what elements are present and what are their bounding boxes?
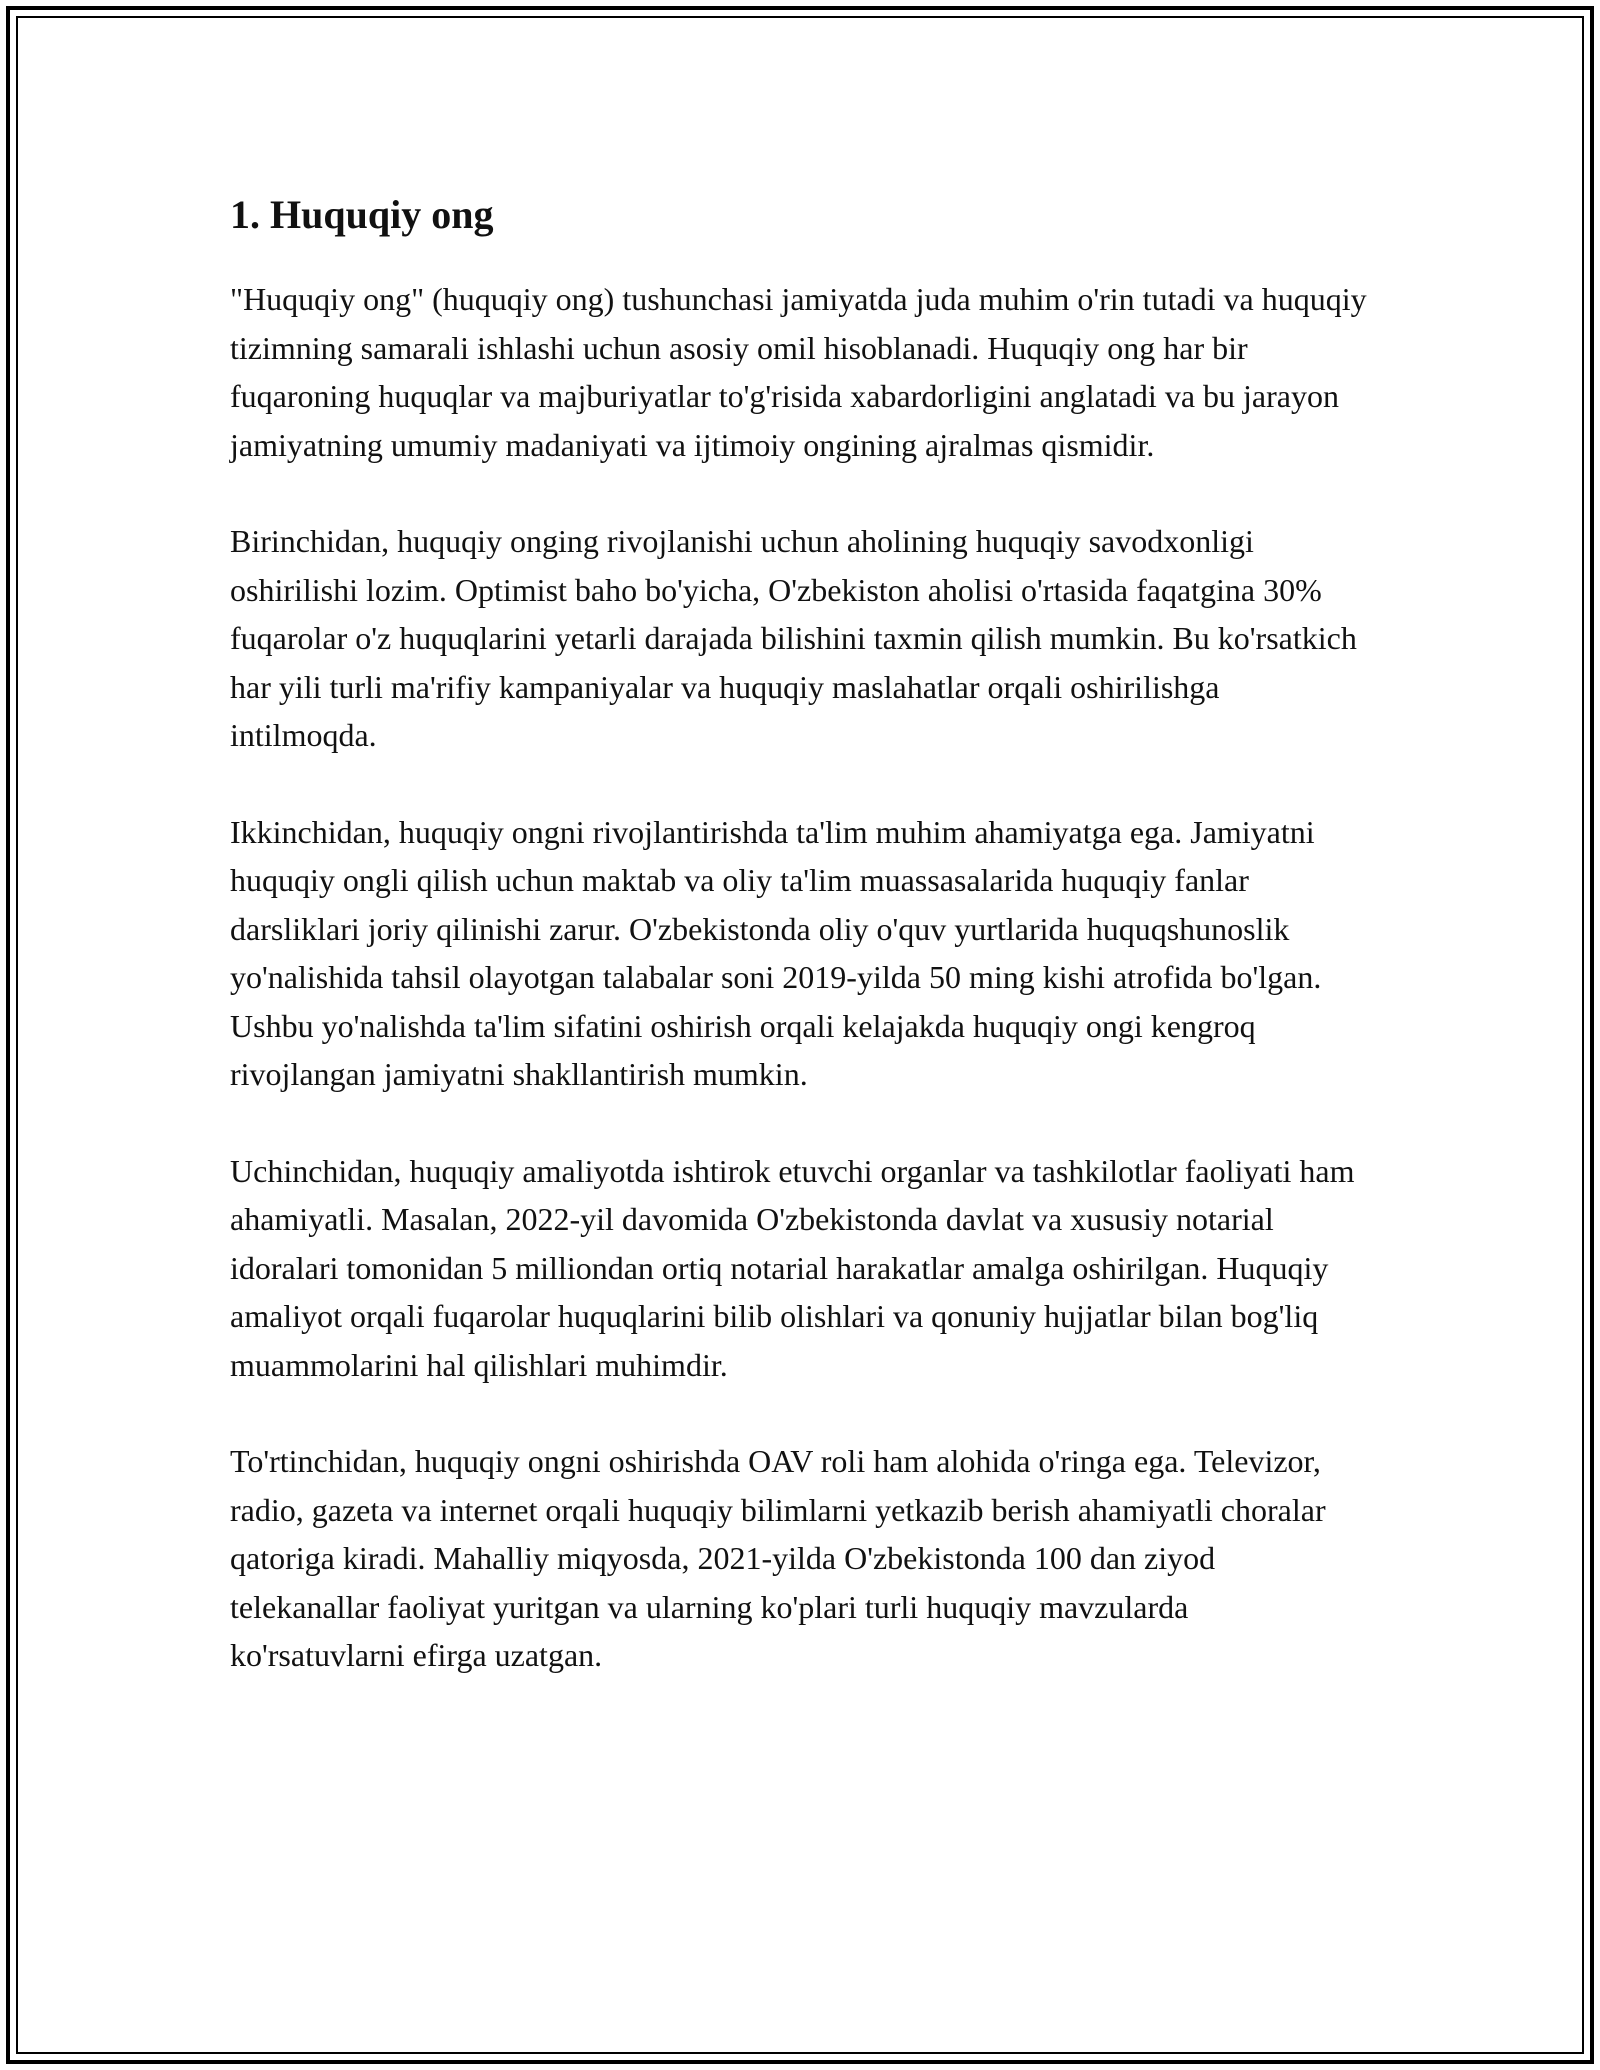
- paragraph-intro: "Huquqiy ong" (huquqiy ong) tushunchasi jamiyatda juda muhim o'rin tutadi va huquqiy tizimning samarali ishlashi uchun asosiy omil hisoblanadi. Huquqiy ong har bir fuqaroning huquqlar va majburiyatlar to'g'risida xabardorligini anglatadi va bu jarayon jamiyatning umumiy madaniyati va ijtimoiy ongining ajralmas qismidir.: [230, 281, 1367, 463]
- paragraph-first-point: Birinchidan, huquqiy onging rivojlanishi uchun aholining huquqiy savodxonligi oshirilishi lozim. Optimist baho bo'yicha, O'zbekiston aholisi o'rtasida faqatgina 30% fuqarolar o'z huquqlarini yetarli darajada bilishini taxmin qilish mumkin. Bu ko'rsatkich har yili turli ma'rifiy kampaniyalar va huquqiy maslahatlar orqali oshirilishga intilmoqda.: [230, 523, 1357, 753]
- section-heading: 1. Huquqiy ong: [230, 192, 494, 237]
- document-body: [230, 183, 1370, 1728]
- paragraph-third-point: Uchinchidan, huquqiy amaliyotda ishtirok etuvchi organlar va tashkilotlar faoliyati ham ahamiyatli. Masalan, 2022-yil davomida O'zbekistonda davlat va xususiy notarial idoralari tomonidan 5 milliondan ortiq notarial harakatlar amalga oshirilgan. Huquqiy amaliyot orqali fuqarolar huquqlarini bilib olishlari va qonuniy hujjatlar bilan bog'liq muammolarini hal qilishlari muhimdir.: [230, 1152, 1355, 1383]
- paragraph-second-point: Ikkinchidan, huquqiy ongni rivojlantirishda ta'lim muhim ahamiyatga ega. Jamiyatni huquqiy ongli qilish uchun maktab va oliy ta'lim muassasalarida huquqiy fanlar darsliklari joriy qilinishi zarur. O'zbekistonda oliy o'quv yurtlarida huquqshunoslik yo'nalishida tahsil olayotgan talabalar soni 2019-yilda 50 ming kishi atrofida bo'lgan. Ushbu yo'nalishda ta'lim sifatini oshirish orqali kelajakda huquqiy ongi kengroq rivojlangan jamiyatni shakllantirish mumkin.: [230, 813, 1322, 1092]
- paragraph-fourth-point: To'rtinchidan, huquqiy ongni oshirishda OAV roli ham alohida o'ringa ega. Televizor, radio, gazeta va internet orqali huquqiy bilimlarni yetkazib berish ahamiyatli choralar qatoriga kiradi. Mahalliy miqyosda, 2021-yilda O'zbekistonda 100 dan ziyod telekanallar faoliyat yuritgan va ularning ko'plari turli huquqiy mavzularda ko'rsatuvlarni efirga uzatgan.: [230, 1443, 1326, 1673]
